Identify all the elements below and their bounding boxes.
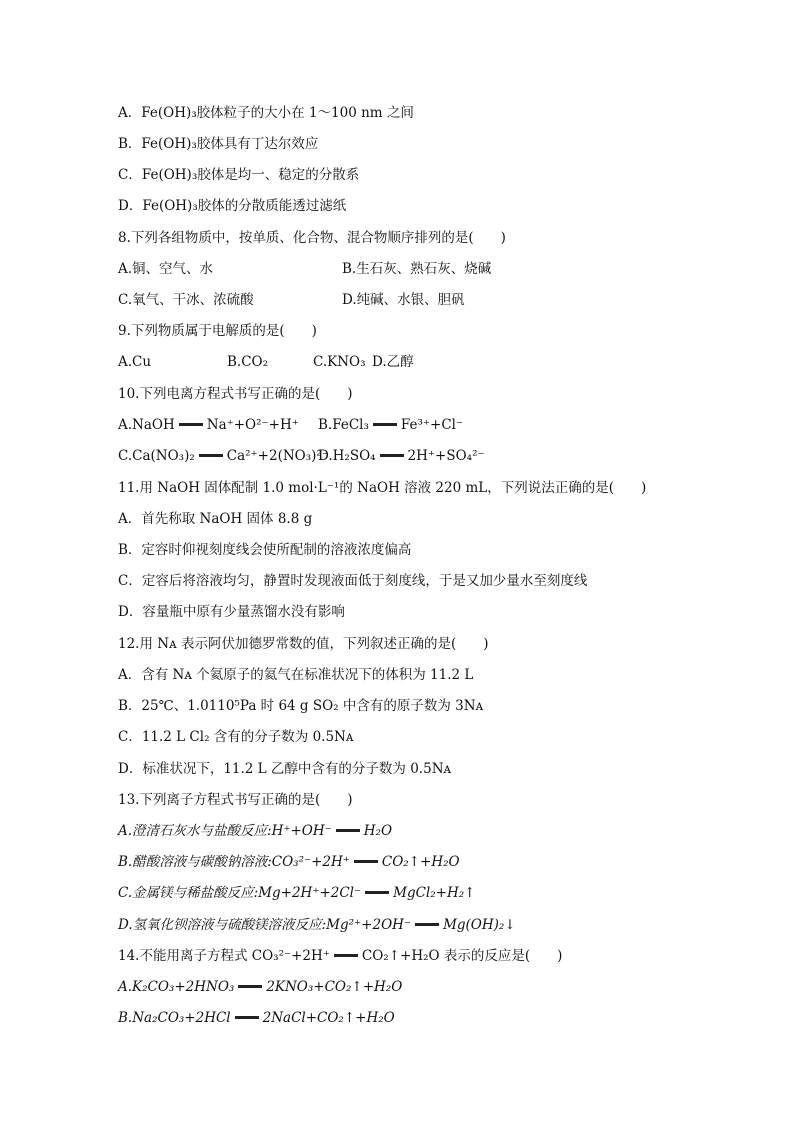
q9-option-a: A.Cu xyxy=(118,354,152,370)
q10-c-reactant: C.Ca(NO₃)₂ xyxy=(118,448,195,464)
q8-option-b: B.生石灰、熟石灰、烧碱 xyxy=(342,261,492,277)
q9-option-d: D.乙醇 xyxy=(372,354,414,370)
q11-option-d: D．容量瓶中原有少量蒸馏水没有影响 xyxy=(118,604,345,620)
q10-a-product: Na⁺+O²⁻+H⁺ xyxy=(206,417,299,433)
equals-sign xyxy=(365,891,389,894)
q10-stem: 10.下列电离方程式书写正确的是( ) xyxy=(118,386,353,402)
q12-stem: 12.用 Nᴀ 表示阿伏加德罗常数的值，下列叙述正确的是( ) xyxy=(118,636,489,652)
q9-stem: 9.下列物质属于电解质的是( ) xyxy=(118,323,317,339)
q8-option-c: C.氧气、干冰、浓硫酸 xyxy=(118,292,254,308)
equals-sign xyxy=(354,860,378,863)
equals-sign xyxy=(380,454,404,457)
equals-sign xyxy=(334,954,358,957)
equals-sign xyxy=(415,923,439,926)
q13-b-reactant: B.醋酸溶液与碳酸钠溶液:CO₃²⁻+2H⁺ xyxy=(118,854,350,870)
q10-option-b xyxy=(318,416,463,434)
q9-option-c: C.KNO₃ xyxy=(313,354,366,370)
q13-option-b xyxy=(118,853,460,871)
q10-a-reactant: A.NaOH xyxy=(118,417,175,433)
equals-sign xyxy=(179,423,203,426)
q13-a-reactant: A.澄清石灰水与盐酸反应:H⁺+OH⁻ xyxy=(118,823,332,839)
q14-a-product: 2KNO₃+CO₂↑+H₂O xyxy=(266,979,403,995)
q14-b-product: 2NaCl+CO₂↑+H₂O xyxy=(262,1010,395,1026)
q12-option-a: A．含有 Nᴀ 个氦原子的氦气在标准状况下的体积为 11.2 L xyxy=(118,667,474,683)
q13-option-a xyxy=(118,822,392,840)
q14-option-b xyxy=(118,1009,395,1027)
equals-sign xyxy=(235,1016,259,1019)
q13-option-c xyxy=(118,884,475,902)
equals-sign xyxy=(238,985,262,988)
q10-c-product: Ca²⁺+2(NO₃)²⁻ xyxy=(226,448,329,464)
q10-option-d xyxy=(318,447,485,465)
q11-option-c: C．定容后将溶液均匀，静置时发现液面低于刻度线，于是又加少量水至刻度线 xyxy=(118,573,588,589)
q13-d-product: Mg(OH)₂↓ xyxy=(443,917,516,933)
q14-stem-right: CO₂↑+H₂O 表示的反应是( ) xyxy=(361,948,563,964)
q13-option-d xyxy=(118,916,516,934)
q13-d-reactant: D.氢氧化钡溶液与硫酸镁溶液反应:Mg²⁺+2OH⁻ xyxy=(118,917,412,933)
q7-option-b: B．Fe(OH)₃胶体具有丁达尔效应 xyxy=(118,136,319,152)
q10-option-c xyxy=(118,447,329,465)
q7-option-a: A．Fe(OH)₃胶体粒子的大小在 1～100 nm 之间 xyxy=(118,105,414,121)
q14-a-reactant: A.K₂CO₃+2HNO₃ xyxy=(118,979,235,995)
q14-stem-left: 14.不能用离子方程式 CO₃²⁻+2H⁺ xyxy=(118,948,330,964)
q7-option-c: C．Fe(OH)₃胶体是均一、稳定的分散系 xyxy=(118,167,360,183)
q13-c-reactant: C.金属镁与稀盐酸反应:Mg+2H⁺+2Cl⁻ xyxy=(118,885,362,901)
q10-option-a xyxy=(118,416,299,434)
q11-stem: 11.用 NaOH 固体配制 1.0 mol·L⁻¹的 NaOH 溶液 220 mL，下列说法正确的是( ) xyxy=(118,480,647,496)
equals-sign xyxy=(373,423,397,426)
q13-a-product: H₂O xyxy=(363,823,393,839)
q14-b-reactant: B.Na₂CO₃+2HCl xyxy=(118,1010,231,1026)
q12-option-c: C．11.2 L Cl₂ 含有的分子数为 0.5Nᴀ xyxy=(118,729,354,745)
q14-option-a xyxy=(118,978,402,996)
q10-b-product: Fe³⁺+Cl⁻ xyxy=(400,417,464,433)
q7-option-d: D．Fe(OH)₃胶体的分散质能透过滤纸 xyxy=(118,198,347,214)
q13-b-product: CO₂↑+H₂O xyxy=(381,854,460,870)
equals-sign xyxy=(199,454,223,457)
q11-option-a: A．首先称取 NaOH 固体 8.8 g xyxy=(118,511,313,527)
q12-option-b: B．25℃、1.0110⁵Pa 时 64 g SO₂ 中含有的原子数为 3Nᴀ xyxy=(118,698,484,714)
q11-option-b: B．定容时仰视刻度线会使所配制的溶液浓度偏高 xyxy=(118,542,412,558)
q9-option-b: B.CO₂ xyxy=(227,354,269,370)
q10-b-reactant: B.FeCl₃ xyxy=(318,417,369,433)
q10-d-reactant: D.H₂SO₄ xyxy=(318,448,376,464)
q13-stem: 13.下列离子方程式书写正确的是( ) xyxy=(118,792,353,808)
q8-option-a: A.铜、空气、水 xyxy=(118,261,214,277)
equals-sign xyxy=(336,829,360,832)
q14-stem xyxy=(118,947,562,965)
q13-c-product: MgCl₂+H₂↑ xyxy=(393,885,476,901)
q8-option-d: D.纯碱、水银、胆矾 xyxy=(342,292,465,308)
q10-d-product: 2H⁺+SO₄²⁻ xyxy=(407,448,485,464)
q12-option-d: D．标准状况下，11.2 L 乙醇中含有的分子数为 0.5Nᴀ xyxy=(118,761,452,777)
q8-stem: 8.下列各组物质中，按单质、化合物、混合物顺序排列的是( ) xyxy=(118,230,506,246)
